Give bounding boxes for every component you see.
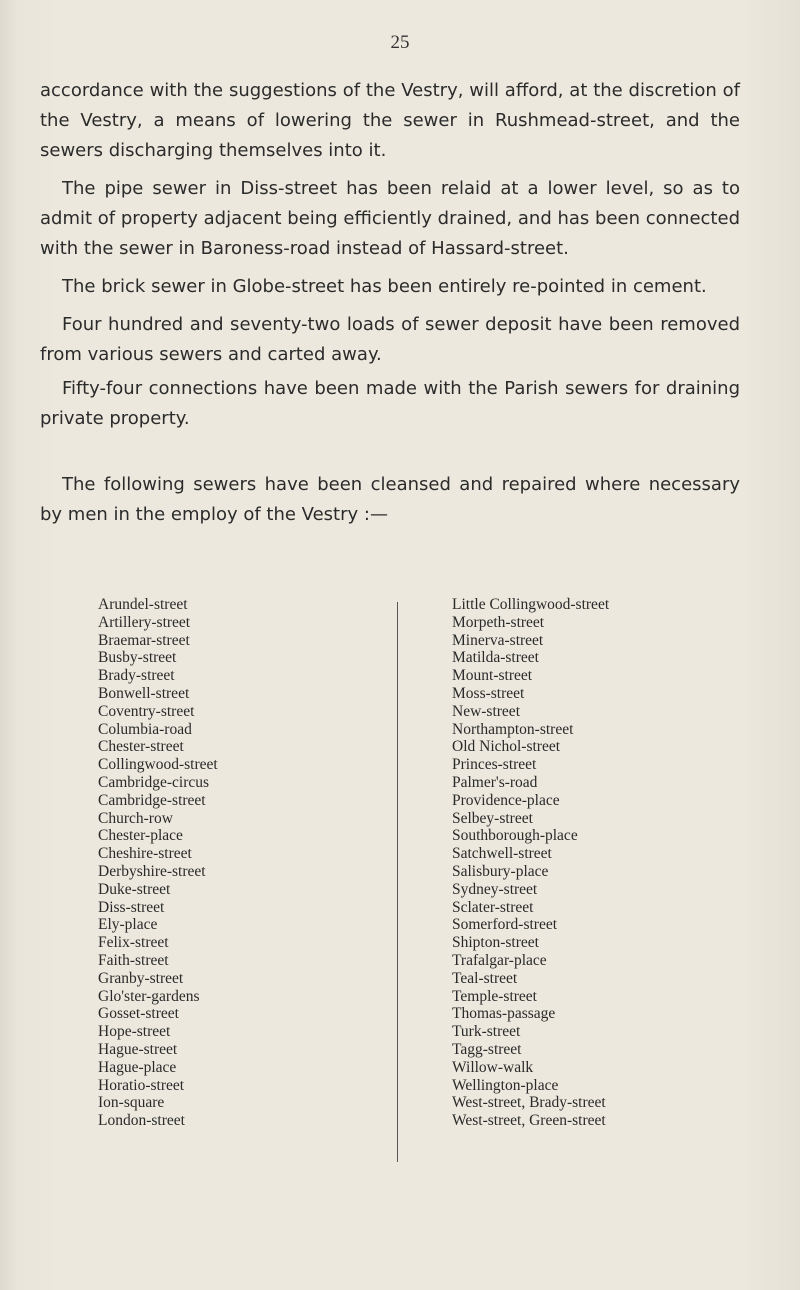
street-list-item: Hague-place [98,1058,177,1076]
street-list-item: Selbey-street [452,809,533,827]
column-divider [397,602,398,1162]
paragraph-globe-street: The brick sewer in Globe-street has been entirely re-pointed in cement. [62,276,707,297]
street-list-item: Artillery-street [98,613,191,631]
street-list-item: Chester-street [98,738,184,756]
street-list-item: Southborough-place [452,827,578,845]
street-list-item: Shipton-street [452,934,539,952]
street-list-item: Moss-street [452,684,525,702]
paragraph-sewer-deposit: Four hundred and seventy-two loads of sewer deposit have been removed from various sewers and carted away. [40,314,740,365]
street-list-item: Providence-place [452,791,560,809]
street-list-item: Turk-street [452,1023,521,1041]
street-list-item: Teal-street [452,969,518,987]
street-list-item: West-street, Brady-street [452,1094,606,1112]
street-list-item: Satchwell-street [452,845,552,863]
street-list-item: Braemar-street [98,631,190,649]
street-list [0,596,800,1176]
street-list-item: Granby-street [98,969,184,987]
street-list-item: Wellington-place [452,1076,559,1094]
street-list-item: Horatio-street [98,1076,185,1094]
street-list-item: Felix-street [98,934,169,952]
street-list-item: Mount-street [452,667,533,685]
street-list-item: Ely-place [98,916,158,934]
street-list-item: Sydney-street [452,880,538,898]
street-list-item: Gosset-street [98,1005,179,1023]
street-list-item: Busby-street [98,649,177,667]
street-list-item: Duke-street [98,880,171,898]
street-list-item: Diss-street [98,898,165,916]
street-list-item: Matilda-street [452,649,539,667]
street-list-item: Ion-square [98,1094,165,1112]
street-column-right [452,596,609,1130]
street-list-item: Bonwell-street [98,684,190,702]
street-list-item: Minerva-street [452,631,544,649]
street-list-item: Collingwood-street [98,756,218,774]
street-list-item: Cambridge-circus [98,773,210,791]
paragraph-connections: Fifty-four connections have been made with the Parish sewers for draining private property. [40,378,740,429]
street-list-item: Trafalgar-place [452,951,547,969]
page-number: 25 [390,32,410,53]
street-list-item: New-street [452,702,520,720]
street-list-item: Hague-street [98,1040,178,1058]
street-list-item: Thomas-passage [452,1005,556,1023]
street-list-item: Coventry-street [98,702,195,720]
street-list-item: Palmer's-road [452,773,538,791]
street-list-item: Church-row [98,809,173,827]
street-list-item: Temple-street [452,987,537,1005]
street-list-item: Northampton-street [452,720,574,738]
street-list-item: West-street, Green-street [452,1112,606,1130]
street-list-item: Sclater-street [452,898,534,916]
street-list-item: Arundel-street [98,596,188,613]
street-list-item: Willow-walk [452,1058,534,1076]
street-list-item: Derbyshire-street [98,862,206,880]
street-list-item: Salisbury-place [452,862,549,880]
street-list-item: Chester-place [98,827,183,845]
street-list-item: Columbia-road [98,720,192,738]
street-list-item: Faith-street [98,951,169,969]
street-list-item: Old Nichol-street [452,738,561,756]
street-list-item: Tagg-street [452,1040,522,1058]
paragraph-diss-street: The pipe sewer in Diss-street has been relaid at a lower level, so as to admit of property adjacent being efficiently drained, and has been connected with the sewer in Baroness-road instead of Hassard-street. [40,178,740,259]
street-list-item: Morpeth-street [452,613,545,631]
street-column-left [98,596,218,1130]
street-list-item: London-street [98,1112,185,1130]
street-list-item: Brady-street [98,667,175,685]
body-text [40,76,740,530]
street-list-item: Cheshire-street [98,845,192,863]
street-list-item: Princes-street [452,756,537,774]
paragraph-list-intro: The following sewers have been cleansed and repaired where necessary by men in the employ of the Vestry :— [40,474,740,525]
street-list-item: Cambridge-street [98,791,206,809]
paragraph-rushmead: accordance with the suggestions of the Vestry, will afford, at the discretion of the Vestry, a means of lowering the sewer in Rushmead-street, and the sewers discharging themselves into it. [40,80,740,161]
street-list-item: Little Collingwood-street [452,596,610,613]
street-list-item: Hope-street [98,1023,171,1041]
street-list-item: Somerford-street [452,916,558,934]
street-list-item: Glo'ster-gardens [98,987,200,1005]
